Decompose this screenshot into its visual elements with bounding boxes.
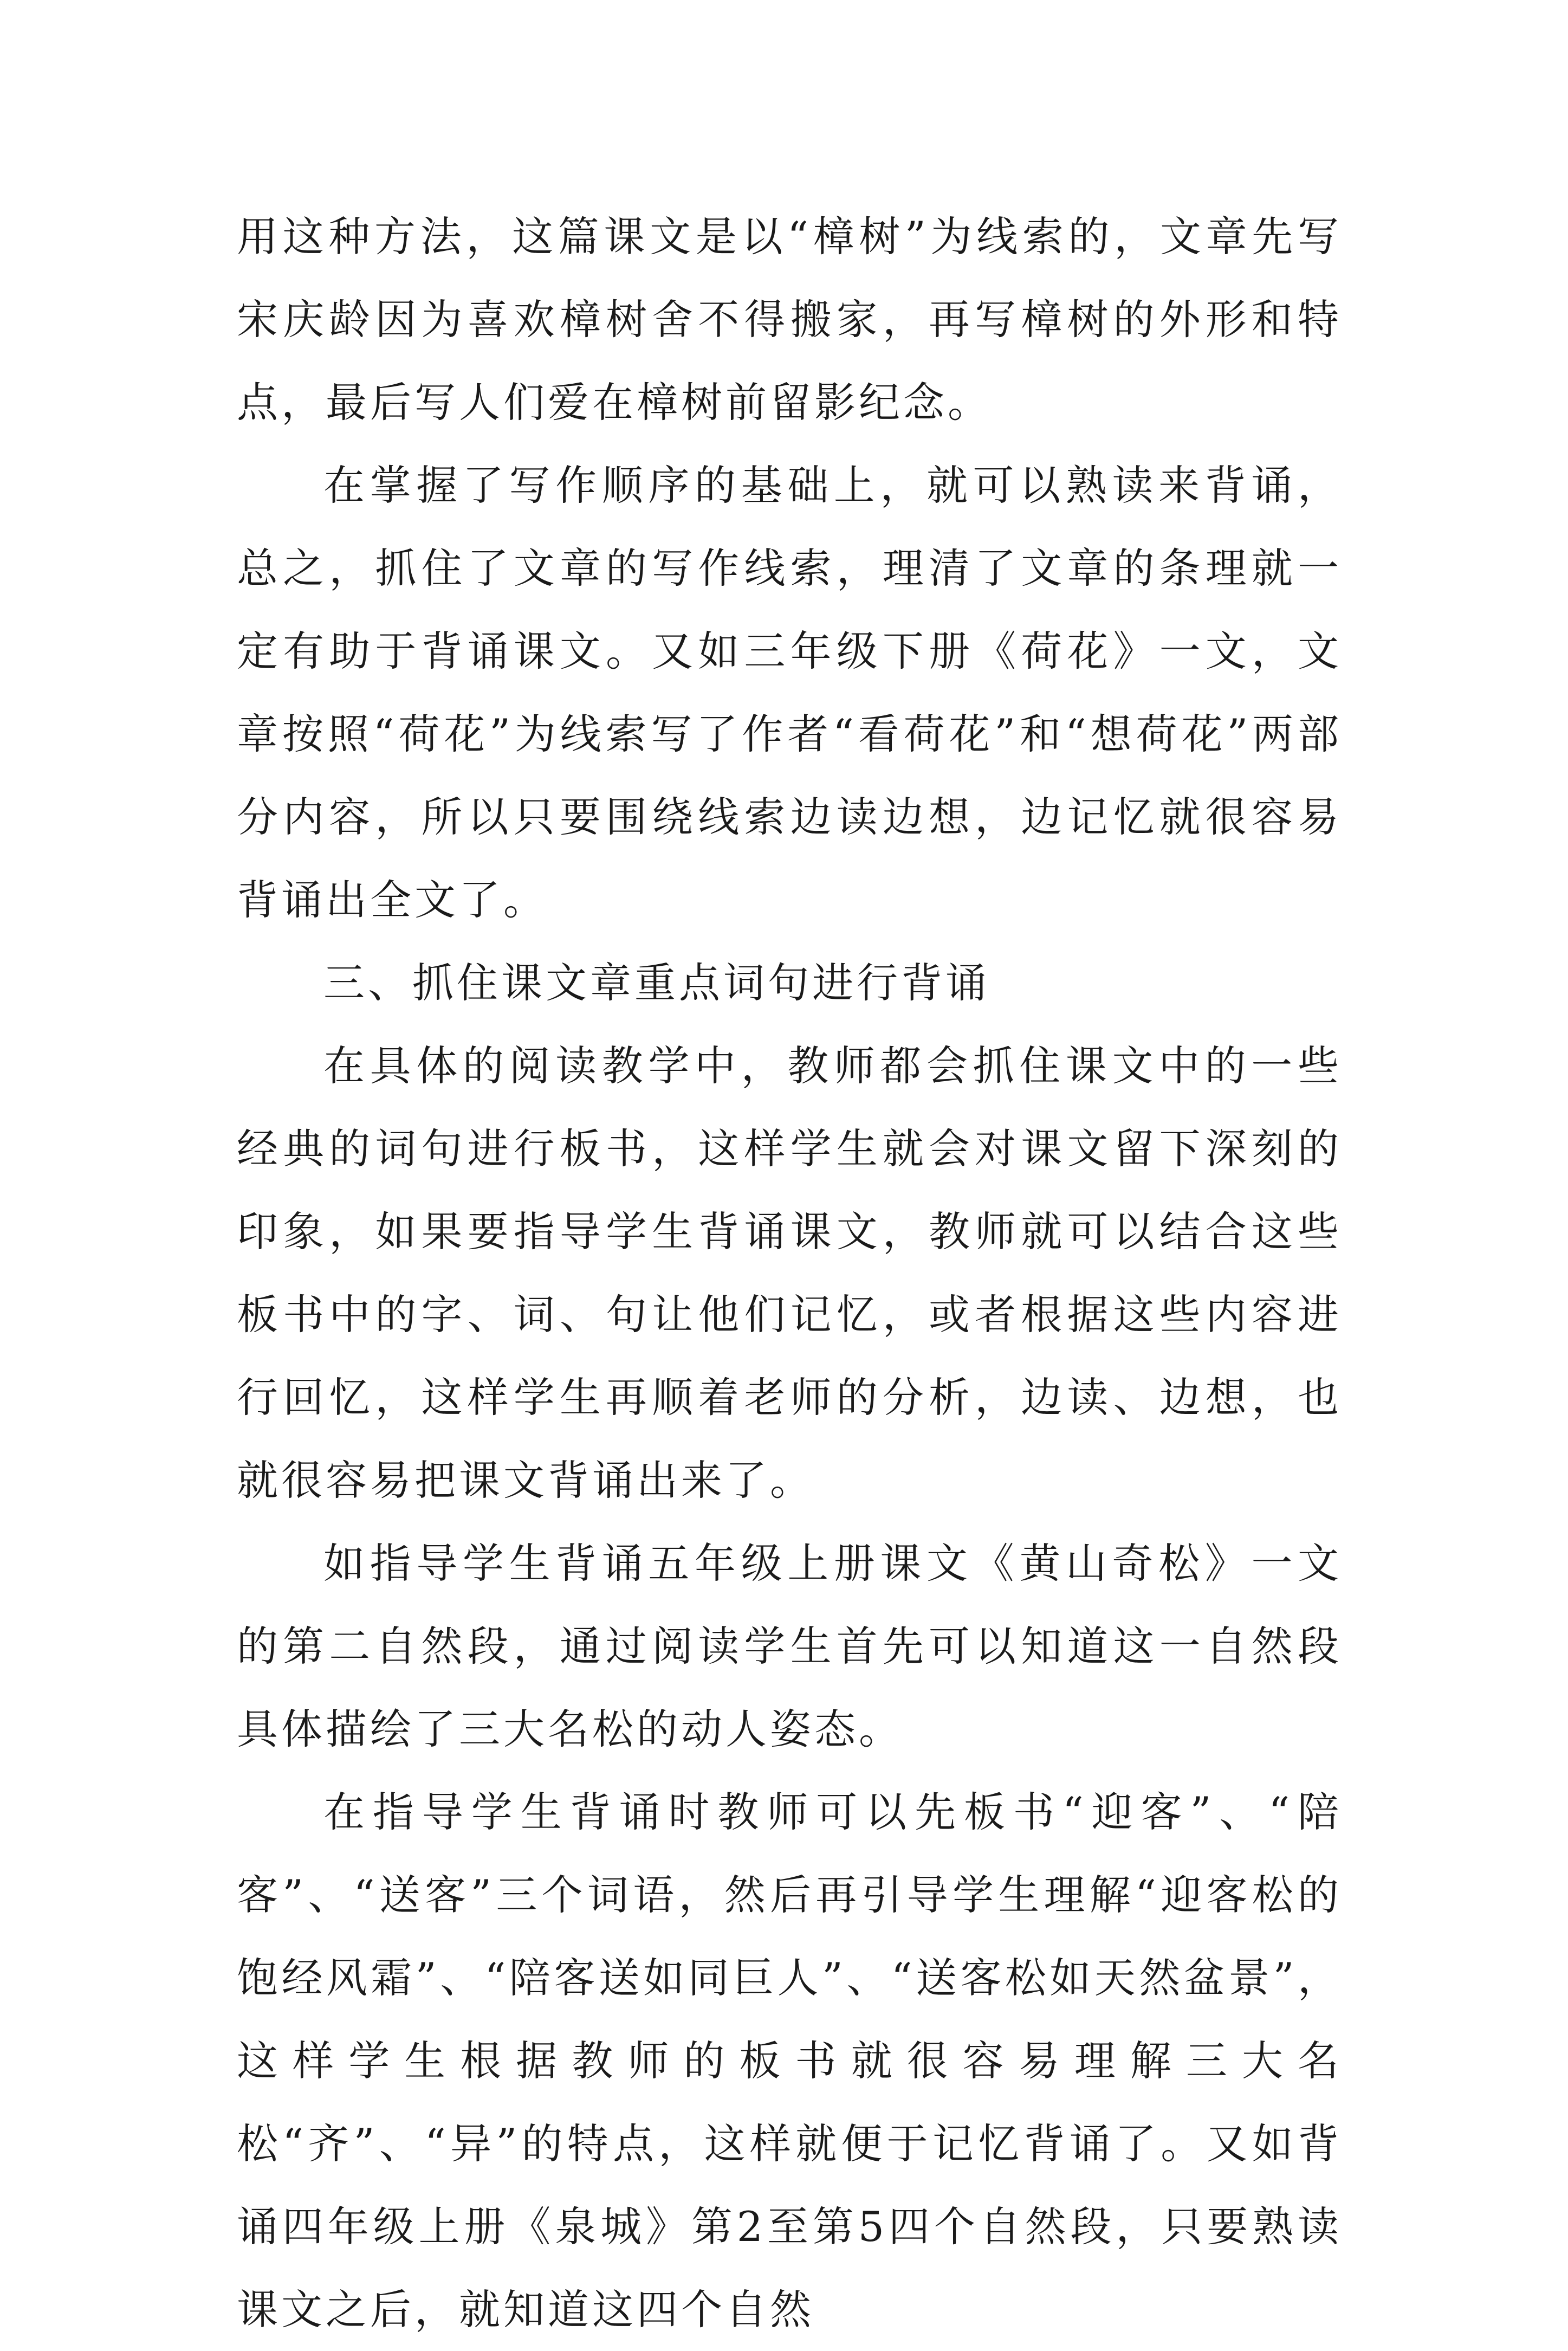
paragraph-huangshan-example: 如指导学生背诵五年级上册课文《黄山奇松》一文的第二自然段，通过阅读学生首先可以知道这一自然段具体描绘了三大名松的动人姿态。	[237, 1539, 1342, 1753]
section-heading: 三、抓住课文章重点词句进行背诵	[323, 959, 990, 1007]
paragraph-recitation-order: 在掌握了写作顺序的基础上，就可以熟读来背诵，总之，抓住了文章的写作线索，理清了文章的条理就一定有助于背诵课文。又如三年级下册《荷花》一文，文章按照“荷花”为线索写了作者“看荷花”和“想荷花”两部分内容，所以只要围绕线索边读边想，边记忆就很容易背诵出全文了。	[237, 461, 1342, 924]
paragraph-blackboard-guidance: 在指导学生背诵时教师可以先板书“迎客”、“陪客”、“送客”三个词语，然后再引导学生理解“迎客松的饱经风霜”、“陪客送如同巨人”、“送客松如天然盆景”，这样学生根据教师的板书就很容易理解三大名松“齐”、“异”的特点，这样就便于记忆背诵了。又如背诵四年级上册《泉城》第2至第5四个自然段，只要熟读课文之后，就知道这四个自然	[237, 1788, 1342, 2334]
body-text	[237, 195, 1342, 2351]
paragraph-key-phrases: 在具体的阅读教学中，教师都会抓住课文中的一些经典的词句进行板书，这样学生就会对课文留下深刻的印象，如果要指导学生背诵课文，教师就可以结合这些板书中的字、词、句让他们记忆，或者根据这些内容进行回忆，这样学生再顺着老师的分析，边读、边想，也就很容易把课文背诵出来了。	[237, 1042, 1342, 1504]
paragraph-continuation: 用这种方法，这篇课文是以“樟树”为线索的，文章先写宋庆龄因为喜欢樟树舍不得搬家，再写樟树的外形和特点，最后写人们爱在樟树前留影纪念。	[237, 212, 1342, 427]
